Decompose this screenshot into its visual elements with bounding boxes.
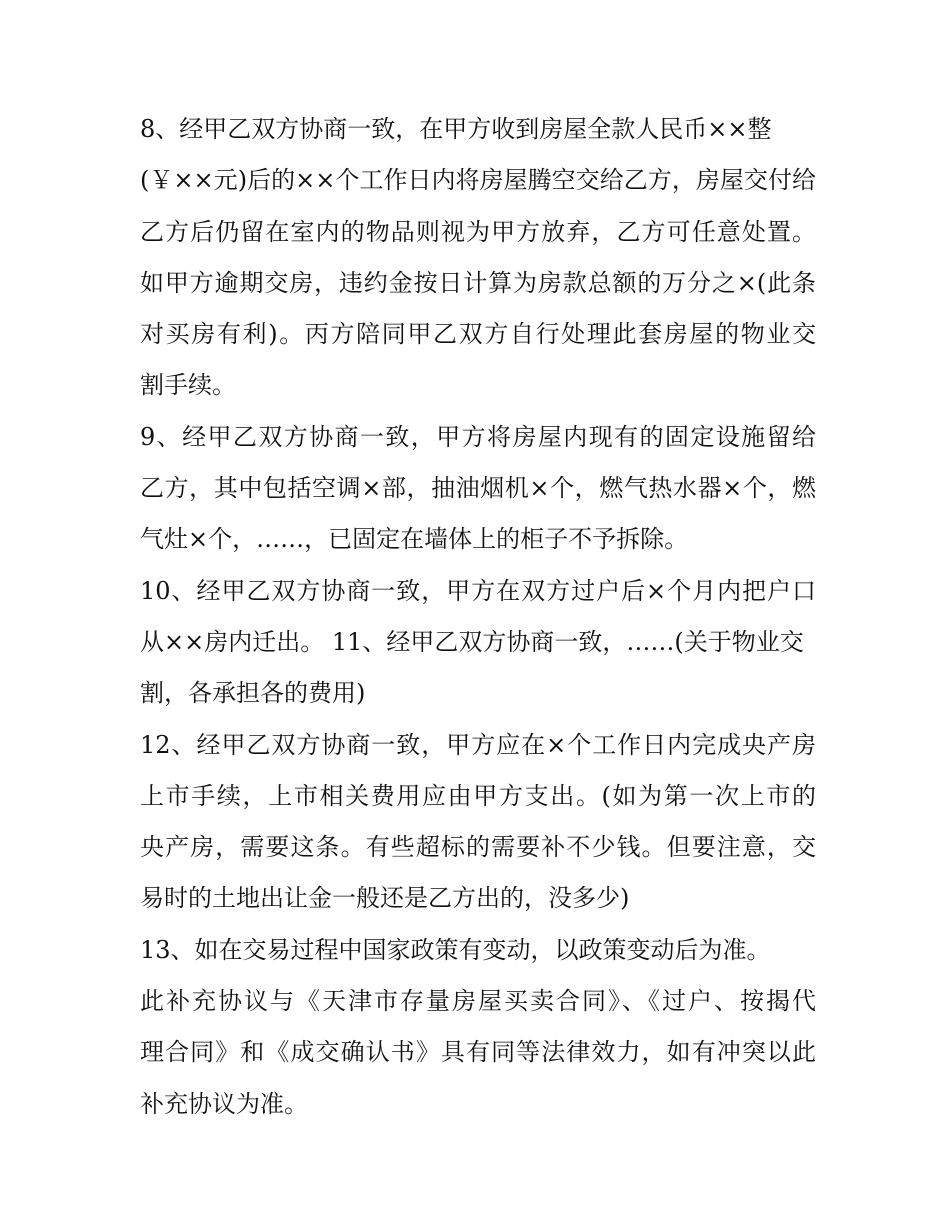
text-line: 10、经甲乙双方协商一致，甲方在双方过户后×个月内把户口 bbox=[140, 576, 816, 605]
text-line: 13、如在交易过程中国家政策有变动，以政策变动后为准。 bbox=[140, 935, 771, 964]
text-line: 9、经甲乙双方协商一致，甲方将房屋内现有的固定设施留给 bbox=[140, 422, 816, 451]
document-body bbox=[140, 104, 816, 1130]
text-line: 从××房内迁出。 11、经甲乙双方协商一致，……(关于物业交 bbox=[140, 627, 804, 656]
text-line: 如甲方逾期交房，违约金按日计算为房款总额的万分之×(此条 bbox=[140, 268, 816, 297]
text-line: 理合同》和《成交确认书》具有同等法律效力，如有冲突以此 bbox=[140, 1038, 816, 1067]
text-line: 对买房有利)。丙方陪同甲乙双方自行处理此套房屋的物业交 bbox=[140, 320, 816, 349]
text-line: 上市手续，上市相关费用应由甲方支出。(如为第一次上市的 bbox=[140, 781, 816, 810]
text-line: 割手续。 bbox=[140, 371, 236, 400]
text-line: 乙方，其中包括空调×部，抽油烟机×个，燃气热水器×个，燃 bbox=[140, 474, 816, 503]
text-line: 央产房，需要这条。有些超标的需要补不少钱。但要注意，交 bbox=[140, 833, 816, 862]
text-line: 8、经甲乙双方协商一致，在甲方收到房屋全款人民币××整 bbox=[140, 115, 772, 143]
text-line: 易时的土地出让金一般还是乙方出的，没多少) bbox=[140, 884, 630, 913]
text-line: 乙方后仍留在室内的物品则视为甲方放弃，乙方可任意处置。 bbox=[140, 217, 816, 246]
text-line: 12、经甲乙双方协商一致，甲方应在×个工作日内完成央产房 bbox=[140, 730, 816, 759]
text-line: (￥××元)后的××个工作日内将房屋腾空交给乙方，房屋交付给 bbox=[140, 166, 816, 195]
text-line: 割，各承担各的费用) bbox=[140, 679, 366, 708]
text-line: 此补充协议与《天津市存量房屋买卖合同》、《过户、按揭代 bbox=[140, 987, 816, 1016]
text-line: 气灶×个，……，已固定在墙体上的柜子不予拆除。 bbox=[140, 525, 689, 554]
text-line: 补充协议为准。 bbox=[140, 1089, 308, 1118]
